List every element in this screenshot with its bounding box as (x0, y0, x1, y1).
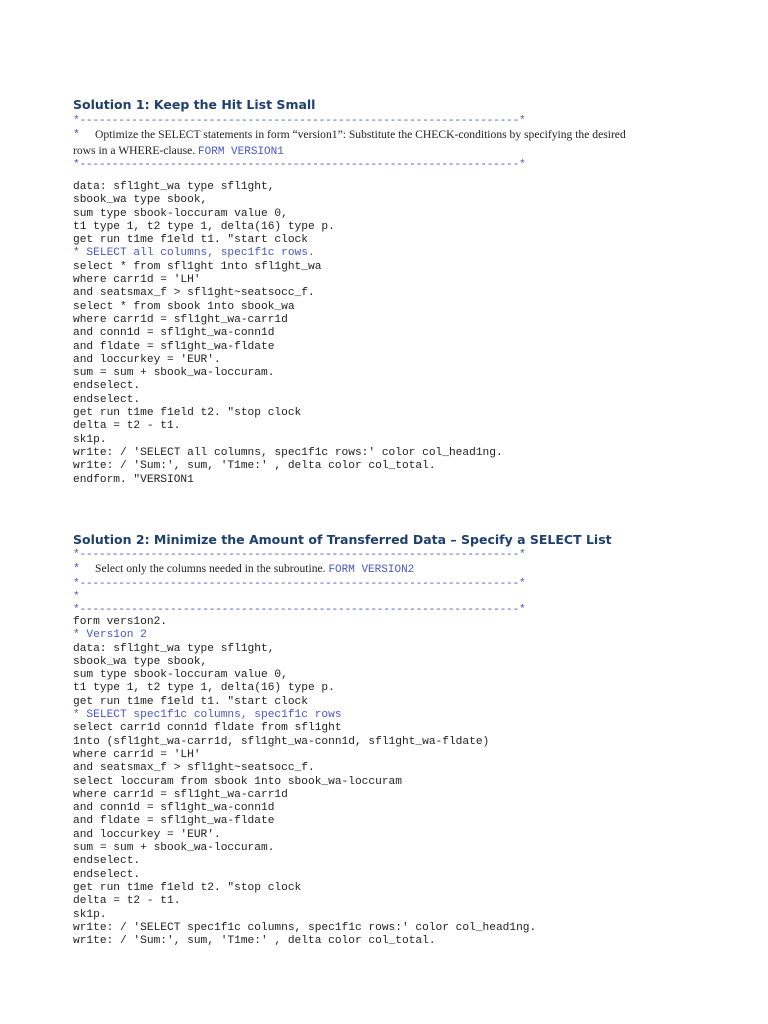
code-line: data: sfl1ght_wa type sfl1ght, (73, 642, 275, 655)
code-line: 1nto (sfl1ght_wa-carr1d, sfl1ght_wa-conn1d, sfl1ght_wa-fldate) (73, 735, 490, 748)
solution1-code (73, 181, 713, 487)
code-line: sbook_wa type sbook, (73, 655, 208, 668)
code-line: and loccurkey = 'EUR'. (73, 353, 221, 366)
comment-star: * (73, 129, 80, 143)
code-line: delta = t2 - t1. (73, 420, 181, 433)
comment-divider: *--------------------------------------------------------------------* (73, 577, 526, 590)
code-line: sum type sbook-loccuram value 0, (73, 669, 288, 682)
solution1-description (73, 128, 713, 159)
code-line: wr1te: / 'Sum:', sum, 'T1me:' , delta color col_total. (73, 460, 436, 473)
code-comment-line: * SELECT all columns, spec1f1c rows. (73, 247, 315, 260)
code-line: select * from sbook 1nto sbook_wa (73, 300, 295, 313)
code-line: and conn1d = sfl1ght_wa-conn1d (73, 327, 275, 340)
code-line: where carr1d = sfl1ght_wa-carr1d (73, 788, 288, 801)
code-line: get run t1me f1eld t2. "stop clock (73, 881, 302, 894)
code-line: sum = sum + sbook_wa-loccuram. (73, 842, 275, 855)
code-line: get run t1me f1eld t1. "start clock (73, 695, 308, 708)
code-line: where carr1d = 'LH' (73, 274, 201, 287)
comment-divider: *--------------------------------------------------------------------* (73, 604, 526, 617)
code-comment-line: * SELECT spec1f1c columns, spec1f1c rows (73, 709, 342, 722)
code-line: where carr1d = 'LH' (73, 748, 201, 761)
solution1-heading: Solution 1: Keep the Hit List Small (73, 97, 316, 112)
description-line1: Optimize the SELECT statements in form “version1”: Substitute the CHECK-conditions by specifying the desired (95, 128, 626, 142)
code-line: sum = sum + sbook_wa-loccuram. (73, 367, 275, 380)
code-line: and seatsmax_f > sfl1ght~seatsocc_f. (73, 762, 315, 775)
code-line: and loccurkey = 'EUR'. (73, 828, 221, 841)
code-line: select loccuram from sbook 1nto sbook_wa-loccuram (73, 775, 402, 788)
code-line: t1 type 1, t2 type 1, delta(16) type p. (73, 220, 335, 233)
code-line: endselect. (73, 855, 141, 868)
code-line: sk1p. (73, 908, 107, 921)
code-line: data: sfl1ght_wa type sfl1ght, (73, 181, 275, 193)
code-line: select carr1d conn1d fldate from sfl1ght (73, 722, 342, 735)
code-line: endselect. (73, 868, 141, 881)
comment-divider: *--------------------------------------------------------------------* (73, 549, 526, 561)
code-line: and fldate = sfl1ght_wa-fldate (73, 340, 275, 353)
code-line: sum type sbook-loccuram value 0, (73, 207, 288, 220)
code-line: wr1te: / 'SELECT spec1f1c columns, spec1f1c rows:' color col_head1ng. (73, 921, 537, 934)
code-line: sbook_wa type sbook, (73, 194, 208, 207)
code-line: and conn1d = sfl1ght_wa-conn1d (73, 802, 275, 815)
solution1-header-box (73, 115, 713, 172)
description-line2: rows in a WHERE-clause. (73, 143, 196, 157)
code-line: get run t1me f1eld t1. "start clock (73, 234, 308, 247)
comment-star: * (73, 563, 80, 577)
code-line: where carr1d = sfl1ght_wa-carr1d (73, 313, 288, 326)
code-line: wr1te: / 'SELECT all columns, spec1f1c rows:' color col_head1ng. (73, 446, 503, 459)
code-line: and seatsmax_f > sfl1ght~seatsocc_f. (73, 287, 315, 300)
code-line: delta = t2 - t1. (73, 895, 181, 908)
code-line: endform. "VERSION1 (73, 473, 194, 486)
solution2-description (73, 562, 713, 577)
code-line: t1 type 1, t2 type 1, delta(16) type p. (73, 682, 335, 695)
comment-star: * (73, 591, 80, 603)
code-line: get run t1me f1eld t2. "stop clock (73, 407, 302, 420)
solution2-code (73, 616, 713, 948)
code-line: and fldate = sfl1ght_wa-fldate (73, 815, 275, 828)
solution2-header-box (73, 549, 713, 618)
description-text: Select only the columns needed in the subroutine. (95, 562, 326, 576)
code-line: endselect. (73, 393, 141, 406)
code-line: endselect. (73, 380, 141, 393)
code-line: wr1te: / 'Sum:', sum, 'T1me:' , delta color col_total. (73, 935, 436, 948)
comment-divider: *--------------------------------------------------------------------* (73, 159, 526, 172)
form-label: FORM VERSION2 (328, 564, 415, 577)
code-line: form vers1on2. (73, 616, 167, 628)
solution2-heading: Solution 2: Minimize the Amount of Transferred Data – Specify a SELECT List (73, 532, 612, 547)
form-label: FORM VERSION1 (198, 145, 284, 158)
code-comment-line: * Vers1on 2 (73, 629, 147, 642)
code-line: select * from sfl1ght 1nto sfl1ght_wa (73, 260, 322, 273)
comment-divider: *--------------------------------------------------------------------* (73, 115, 526, 127)
code-line: sk1p. (73, 433, 107, 446)
